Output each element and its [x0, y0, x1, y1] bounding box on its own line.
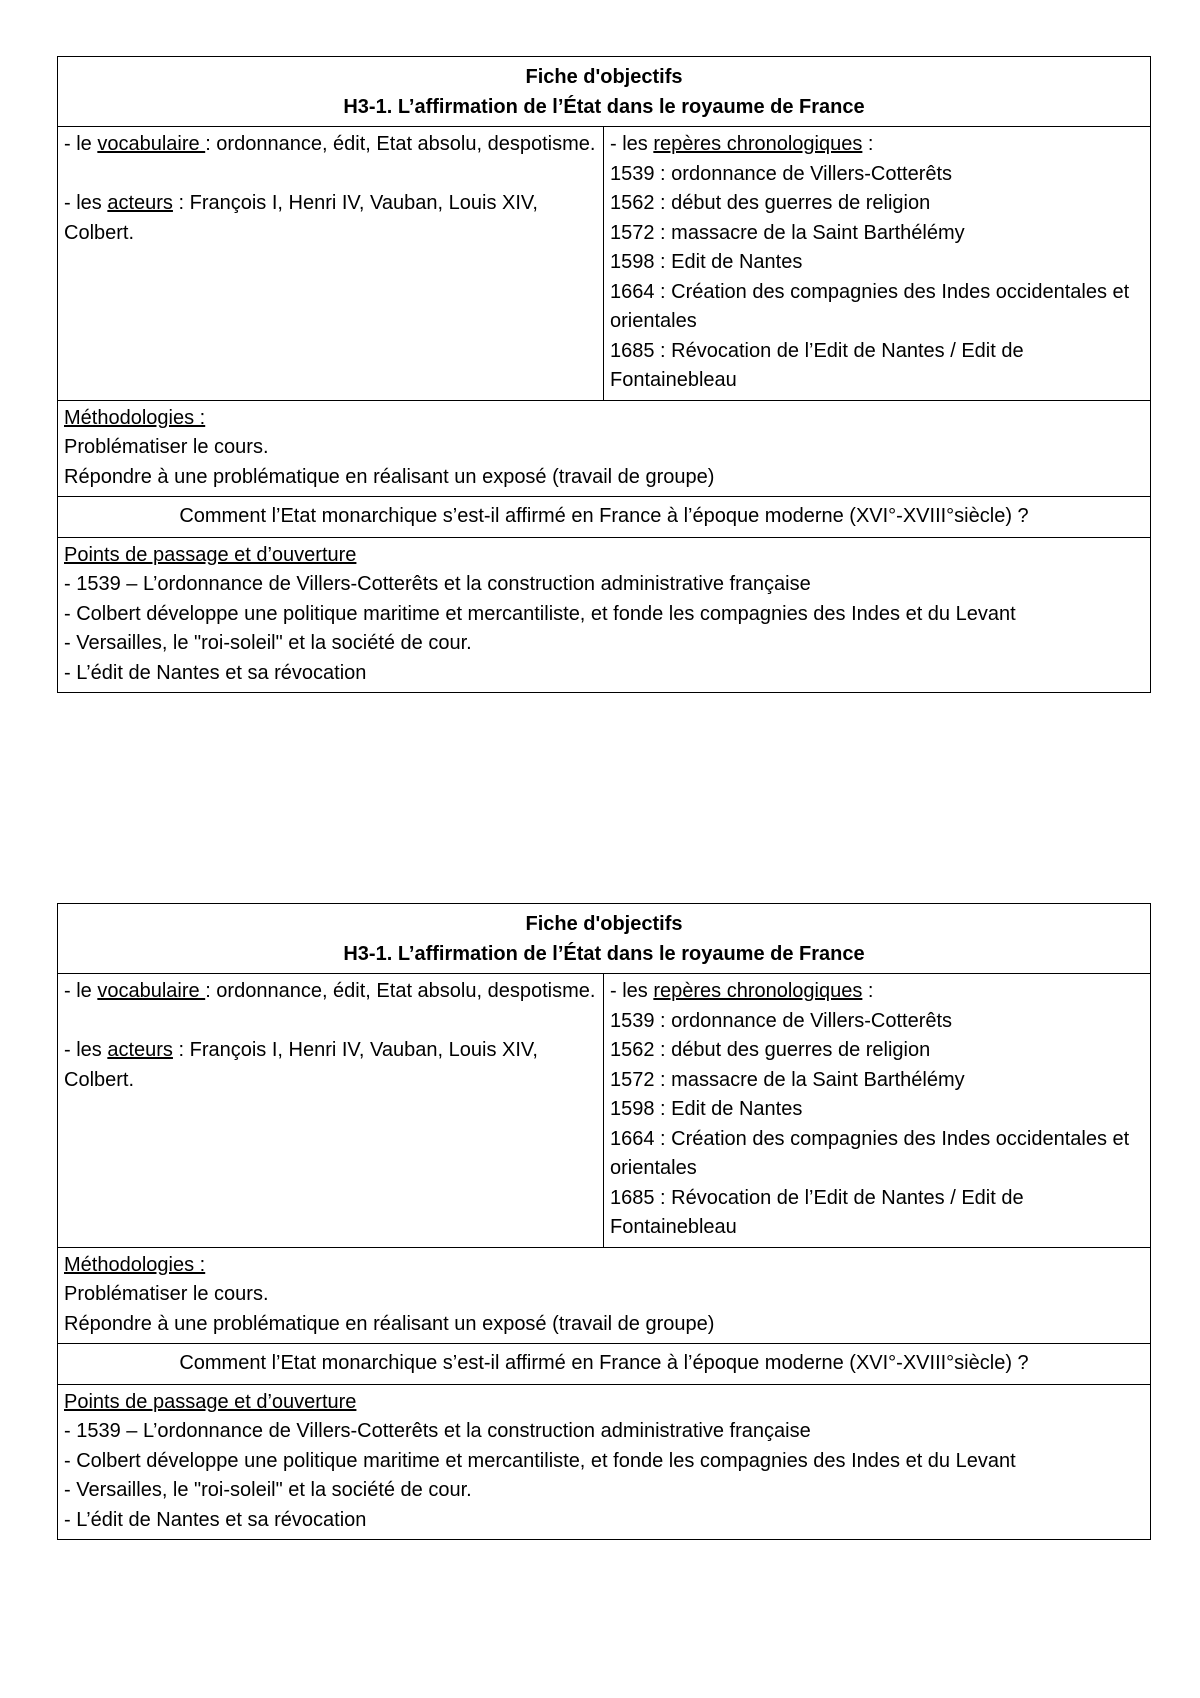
sheet-header	[58, 904, 1151, 974]
chronology-heading	[610, 130, 1144, 160]
actors-label: acteurs	[107, 1039, 173, 1061]
chronology-item: 1685 : Révocation de l’Edit de Nantes / Edit de Fontainebleau	[610, 1186, 1024, 1238]
chronology-cell	[604, 974, 1151, 1248]
points-line: - 1539 – L’ordonnance de Villers-Cotterêts et la construction administrative française	[64, 1420, 811, 1442]
chronology-item: 1572 : massacre de la Saint Barthélémy	[610, 1068, 965, 1091]
methodology-cell	[58, 400, 1151, 497]
chronology-item: 1685 : Révocation de l’Edit de Nantes / Edit de Fontainebleau	[610, 339, 1024, 391]
chronology-label: repères chronologiques	[653, 980, 863, 1002]
actors-entry	[64, 1036, 597, 1095]
chronology-item: 1539 : ordonnance de Villers-Cotterêts	[610, 1009, 953, 1032]
methodology-heading: Méthodologies :	[64, 406, 206, 429]
chronology-prefix: - les	[610, 133, 654, 155]
points-line: - 1539 – L’ordonnance de Villers-Cotterêts et la construction administrative française	[64, 573, 811, 595]
actors-text: : François I, Henri IV, Vauban, Louis XIV, Colbert.	[64, 1039, 538, 1091]
vocab-actors-cell	[58, 127, 604, 401]
chronology-item: 1562 : début des guerres de religion	[610, 1039, 931, 1061]
objectives-sheet-2	[57, 903, 1151, 1540]
methodology-line: Problématiser le cours.	[64, 436, 269, 458]
points-cell	[58, 1384, 1151, 1540]
chronology-cell	[604, 127, 1151, 401]
points-line: - L’édit de Nantes et sa révocation	[64, 661, 367, 684]
methodology-line: Répondre à une problématique en réalisant un exposé (travail de groupe)	[64, 1312, 715, 1335]
chronology-item: 1664 : Création des compagnies des Indes occidentales et orientales	[610, 1127, 1130, 1179]
chronology-item: 1539 : ordonnance de Villers-Cotterêts	[610, 162, 953, 185]
sheet-title: Fiche d'objectifs	[525, 66, 683, 88]
points-cell	[58, 537, 1151, 693]
chronology-item: 1598 : Edit de Nantes	[610, 251, 803, 273]
points-line: - Versailles, le "roi-soleil" et la société de cour.	[64, 1479, 472, 1501]
sheet-subtitle: H3-1. L’affirmation de l’État dans le royaume de France	[343, 942, 865, 965]
vocabulary-entry	[64, 977, 597, 1007]
actors-prefix: - les	[64, 1039, 108, 1061]
points-line: - Versailles, le "roi-soleil" et la société de cour.	[64, 632, 472, 654]
points-heading: Points de passage et d’ouverture	[64, 543, 357, 566]
problem-question: Comment l’Etat monarchique s’est-il affirmé en France à l’époque moderne (XVI°-XVIII°siècle) ?	[58, 497, 1151, 538]
chronology-prefix: - les	[610, 980, 654, 1002]
sheet-subtitle: H3-1. L’affirmation de l’État dans le royaume de France	[343, 95, 865, 118]
sheet-title: Fiche d'objectifs	[525, 913, 683, 935]
actors-entry	[64, 189, 597, 248]
points-line: - L’édit de Nantes et sa révocation	[64, 1508, 367, 1531]
methodology-line: Répondre à une problématique en réalisant un exposé (travail de groupe)	[64, 465, 715, 488]
actors-text: : François I, Henri IV, Vauban, Louis XIV, Colbert.	[64, 192, 538, 244]
methodology-cell	[58, 1247, 1151, 1344]
methodology-line: Problématiser le cours.	[64, 1283, 269, 1305]
vocabulary-prefix: - le	[64, 980, 98, 1002]
chronology-label: repères chronologiques	[653, 133, 863, 155]
vocabulary-text: : ordonnance, édit, Etat absolu, despotisme.	[205, 980, 596, 1002]
methodology-heading: Méthodologies :	[64, 1253, 206, 1276]
chronology-item: 1598 : Edit de Nantes	[610, 1098, 803, 1120]
objectives-sheet-1	[57, 56, 1151, 693]
chronology-item: 1572 : massacre de la Saint Barthélémy	[610, 221, 965, 244]
vocabulary-prefix: - le	[64, 133, 98, 155]
actors-label: acteurs	[107, 192, 173, 214]
chronology-heading	[610, 977, 1144, 1007]
vocab-actors-cell	[58, 974, 604, 1248]
points-heading: Points de passage et d’ouverture	[64, 1390, 357, 1413]
vocabulary-label: vocabulaire	[97, 133, 206, 155]
vocabulary-entry	[64, 130, 597, 160]
points-line: - Colbert développe une politique maritime et mercantiliste, et fonde les compagnies des Indes et du Levant	[64, 1449, 1016, 1472]
chronology-item: 1664 : Création des compagnies des Indes occidentales et orientales	[610, 280, 1130, 332]
vocabulary-label: vocabulaire	[97, 980, 206, 1002]
points-line: - Colbert développe une politique maritime et mercantiliste, et fonde les compagnies des Indes et du Levant	[64, 602, 1016, 625]
chronology-item: 1562 : début des guerres de religion	[610, 192, 931, 214]
actors-prefix: - les	[64, 192, 108, 214]
problem-question: Comment l’Etat monarchique s’est-il affirmé en France à l’époque moderne (XVI°-XVIII°siècle) ?	[58, 1344, 1151, 1385]
chronology-suffix: :	[862, 980, 874, 1002]
chronology-suffix: :	[862, 133, 874, 155]
vocabulary-text: : ordonnance, édit, Etat absolu, despotisme.	[205, 133, 596, 155]
sheet-header	[58, 57, 1151, 127]
